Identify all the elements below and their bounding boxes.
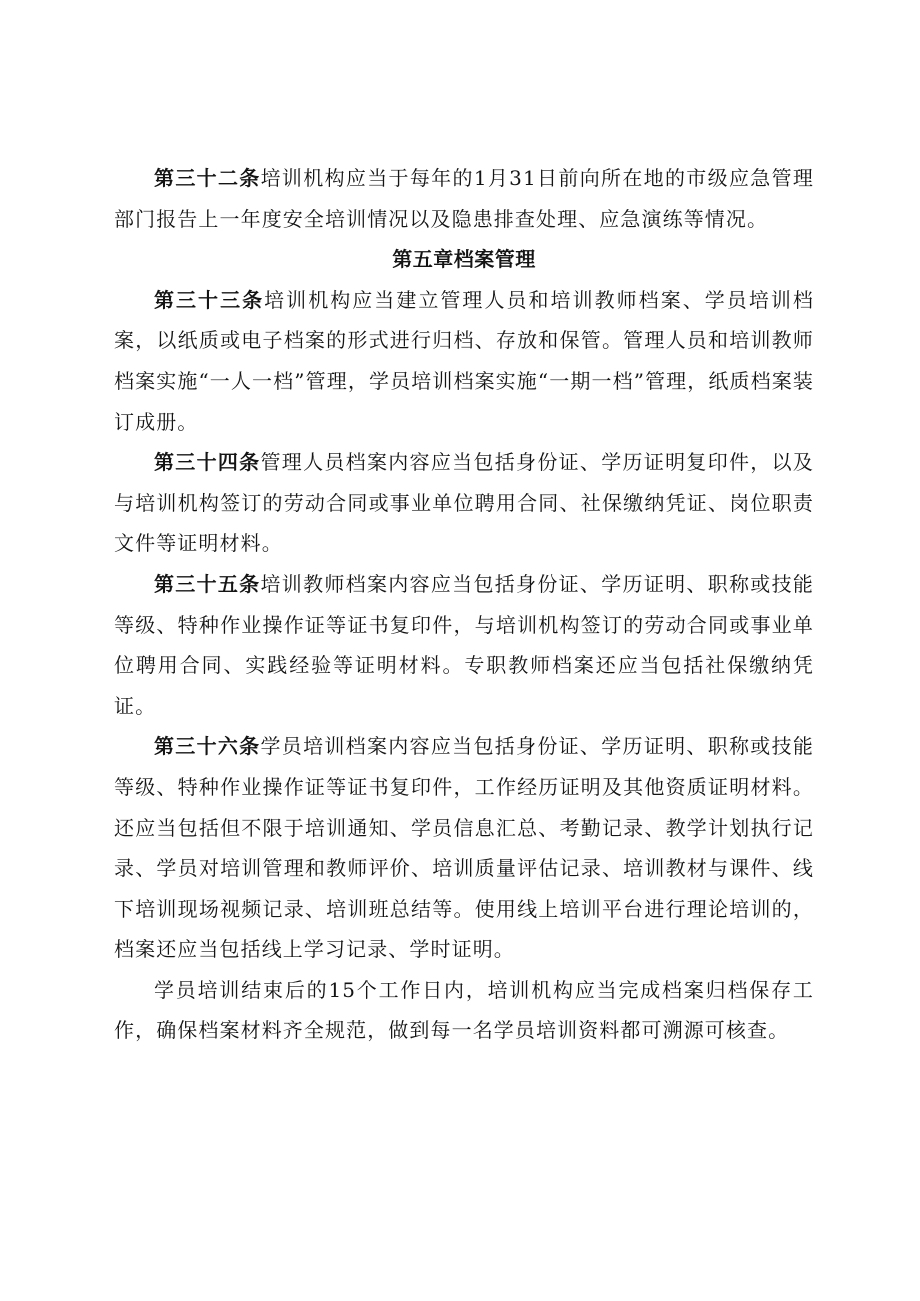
article-number: 第三十四条 [154,450,261,475]
article-36-continuation [114,970,814,1051]
article-33 [114,280,814,442]
article-text: 培训教师档案内容应当包括身份证、学历证明、职称或技能等级、特种作业操作证等证书复印件，与培训机构签订的劳动合同或事业单位聘用合同、实践经验等证明材料。专职教师档案还应当包括社保缴纳凭证。 [114,571,814,718]
article-number: 第三十六条 [154,734,261,759]
article-number: 第三十五条 [154,571,261,596]
paragraph-text: 学员培训结束后的15个工作日内，培训机构应当完成档案归档保存工作，确保档案材料齐全规范，做到每一名学员培训资料都可溯源可核查。 [114,977,814,1043]
article-36 [114,726,814,970]
document-body [114,158,814,1051]
article-text: 培训机构应当建立管理人员和培训教师档案、学员培训档案，以纸质或电子档案的形式进行归档、存放和保管。管理人员和培训教师档案实施“一人一档”管理，学员培训档案实施“一期一档”管理，纸质档案装订成册。 [114,287,815,434]
article-number: 第三十二条 [154,166,261,190]
article-text: 学员培训档案内容应当包括身份证、学历证明、职称或技能等级、特种作业操作证等证书复印件，工作经历证明及其他资质证明材料。还应当包括但不限于培训通知、学员信息汇总、考勤记录、教学计划执行记录、学员对培训管理和教师评价、培训质量评估记录、培训教材与课件、线下培训现场视频记录、培训班总结等。使用线上培训平台进行理论培训的，档案还应当包括线上学习记录、学时证明。 [114,734,814,962]
article-number: 第三十三条 [154,287,265,312]
article-text: 管理人员档案内容应当包括身份证、学历证明复印件，以及与培训机构签订的劳动合同或事业单位聘用合同、社保缴纳凭证、岗位职责文件等证明材料。 [114,450,814,556]
chapter-heading: 第五章档案管理 [392,247,536,272]
article-32 [114,158,814,239]
article-text: 培训机构应当于每年的1月31日前向所在地的市级应急管理部门报告上一年度安全培训情况以及隐患排查处理、应急演练等情况。 [114,166,815,231]
article-35 [114,564,814,726]
article-34 [114,442,814,564]
